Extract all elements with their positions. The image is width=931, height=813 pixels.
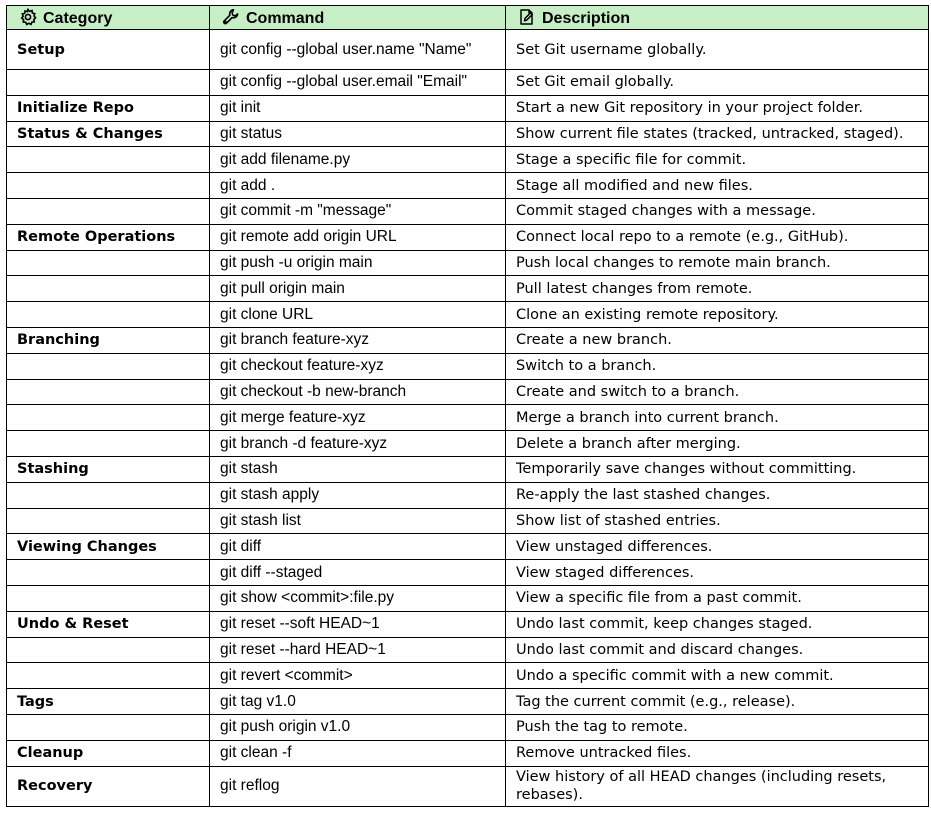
description-cell: Stage a specific file for commit.: [506, 147, 929, 173]
description-cell: Connect local repo to a remote (e.g., GitHub).: [506, 224, 929, 250]
category-cell: [7, 250, 210, 276]
category-cell: [7, 663, 210, 689]
table-row: [7, 250, 929, 276]
description-cell: Merge a branch into current branch.: [506, 405, 929, 431]
category-cell: [7, 508, 210, 534]
table-row: [7, 302, 929, 328]
category-cell: Tags: [7, 689, 210, 715]
description-cell: Pull latest changes from remote.: [506, 276, 929, 302]
description-cell: Temporarily save changes without committing.: [506, 456, 929, 482]
description-cell: Create a new branch.: [506, 327, 929, 353]
command-cell: git diff: [210, 534, 506, 560]
edit-document-icon: [518, 8, 536, 26]
description-cell: Undo last commit, keep changes staged.: [506, 611, 929, 637]
table-row: [7, 30, 929, 70]
command-cell: git push -u origin main: [210, 250, 506, 276]
table-row: [7, 534, 929, 560]
table-row: [7, 482, 929, 508]
description-cell: Undo last commit and discard changes.: [506, 637, 929, 663]
command-header-label: Command: [246, 9, 325, 27]
command-cell: git config --global user.name "Name": [210, 30, 506, 70]
category-cell: Recovery: [7, 766, 210, 806]
table-row: [7, 95, 929, 121]
table-row: [7, 456, 929, 482]
category-cell: [7, 198, 210, 224]
table-row: [7, 198, 929, 224]
command-cell: git add filename.py: [210, 147, 506, 173]
table-row: [7, 585, 929, 611]
command-cell: git merge feature-xyz: [210, 405, 506, 431]
table-row: [7, 121, 929, 147]
category-cell: [7, 302, 210, 328]
table-row: [7, 405, 929, 431]
description-cell: View a specific file from a past commit.: [506, 585, 929, 611]
description-cell: Create and switch to a branch.: [506, 379, 929, 405]
command-cell: git clone URL: [210, 302, 506, 328]
command-cell: git stash apply: [210, 482, 506, 508]
command-cell: git reset --hard HEAD~1: [210, 637, 506, 663]
description-cell: Stage all modified and new files.: [506, 173, 929, 199]
category-cell: [7, 714, 210, 740]
description-cell: Switch to a branch.: [506, 353, 929, 379]
command-cell: git clean -f: [210, 740, 506, 766]
command-cell: git checkout feature-xyz: [210, 353, 506, 379]
category-cell: [7, 585, 210, 611]
category-cell: Remote Operations: [7, 224, 210, 250]
category-cell: [7, 482, 210, 508]
table-row: [7, 379, 929, 405]
settings-gear-icon: [19, 8, 37, 26]
description-cell: View history of all HEAD changes (including resets, rebases).: [506, 766, 929, 806]
command-cell: git checkout -b new-branch: [210, 379, 506, 405]
command-cell: git reset --soft HEAD~1: [210, 611, 506, 637]
description-cell: Undo a specific commit with a new commit.: [506, 663, 929, 689]
category-cell: [7, 560, 210, 586]
category-cell: Cleanup: [7, 740, 210, 766]
description-cell: Show list of stashed entries.: [506, 508, 929, 534]
command-cell: git status: [210, 121, 506, 147]
category-cell: [7, 147, 210, 173]
description-cell: Set Git email globally.: [506, 70, 929, 96]
command-cell: git tag v1.0: [210, 689, 506, 715]
category-header-label: Category: [43, 9, 113, 27]
category-cell: Undo & Reset: [7, 611, 210, 637]
command-cell: git branch -d feature-xyz: [210, 431, 506, 457]
category-cell: [7, 379, 210, 405]
command-cell: git init: [210, 95, 506, 121]
category-cell: [7, 353, 210, 379]
command-header: [210, 6, 506, 30]
category-cell: [7, 173, 210, 199]
description-cell: Clone an existing remote repository.: [506, 302, 929, 328]
description-cell: Show current file states (tracked, untracked, staged).: [506, 121, 929, 147]
command-cell: git pull origin main: [210, 276, 506, 302]
category-cell: Viewing Changes: [7, 534, 210, 560]
command-cell: git remote add origin URL: [210, 224, 506, 250]
table-row: [7, 560, 929, 586]
wrench-icon: [222, 8, 240, 26]
category-cell: Status & Changes: [7, 121, 210, 147]
category-header: [7, 6, 210, 30]
category-cell: [7, 276, 210, 302]
category-cell: [7, 431, 210, 457]
table-row: [7, 714, 929, 740]
description-cell: Delete a branch after merging.: [506, 431, 929, 457]
table-row: [7, 689, 929, 715]
table-row: [7, 327, 929, 353]
table-row: [7, 173, 929, 199]
command-cell: git commit -m "message": [210, 198, 506, 224]
table-row: [7, 353, 929, 379]
table-row: [7, 637, 929, 663]
category-cell: [7, 70, 210, 96]
description-cell: Push the tag to remote.: [506, 714, 929, 740]
description-cell: Start a new Git repository in your project folder.: [506, 95, 929, 121]
description-cell: View staged differences.: [506, 560, 929, 586]
header-row: [7, 6, 929, 30]
command-cell: git add .: [210, 173, 506, 199]
description-cell: Set Git username globally.: [506, 30, 929, 70]
description-cell: Push local changes to remote main branch.: [506, 250, 929, 276]
table-row: [7, 611, 929, 637]
category-cell: Setup: [7, 30, 210, 70]
command-cell: git show <commit>:file.py: [210, 585, 506, 611]
category-cell: [7, 637, 210, 663]
table-row: [7, 147, 929, 173]
command-cell: git diff --staged: [210, 560, 506, 586]
description-cell: View unstaged differences.: [506, 534, 929, 560]
category-cell: [7, 405, 210, 431]
category-cell: Stashing: [7, 456, 210, 482]
description-cell: Re-apply the last stashed changes.: [506, 482, 929, 508]
table-row: [7, 663, 929, 689]
table-row: [7, 508, 929, 534]
category-cell: Initialize Repo: [7, 95, 210, 121]
table-row: [7, 224, 929, 250]
git-commands-table: [6, 5, 929, 807]
command-cell: git stash list: [210, 508, 506, 534]
table-row: [7, 276, 929, 302]
description-cell: Commit staged changes with a message.: [506, 198, 929, 224]
command-cell: git branch feature-xyz: [210, 327, 506, 353]
description-header-label: Description: [542, 9, 631, 27]
table-row: [7, 740, 929, 766]
description-header: [506, 6, 929, 30]
table-row: [7, 431, 929, 457]
command-cell: git config --global user.email "Email": [210, 70, 506, 96]
category-cell: Branching: [7, 327, 210, 353]
table-row: [7, 766, 929, 806]
command-cell: git push origin v1.0: [210, 714, 506, 740]
table-body: [7, 30, 929, 807]
description-cell: Tag the current commit (e.g., release).: [506, 689, 929, 715]
description-cell: Remove untracked files.: [506, 740, 929, 766]
command-cell: git stash: [210, 456, 506, 482]
command-cell: git revert <commit>: [210, 663, 506, 689]
command-cell: git reflog: [210, 766, 506, 806]
table-row: [7, 70, 929, 96]
